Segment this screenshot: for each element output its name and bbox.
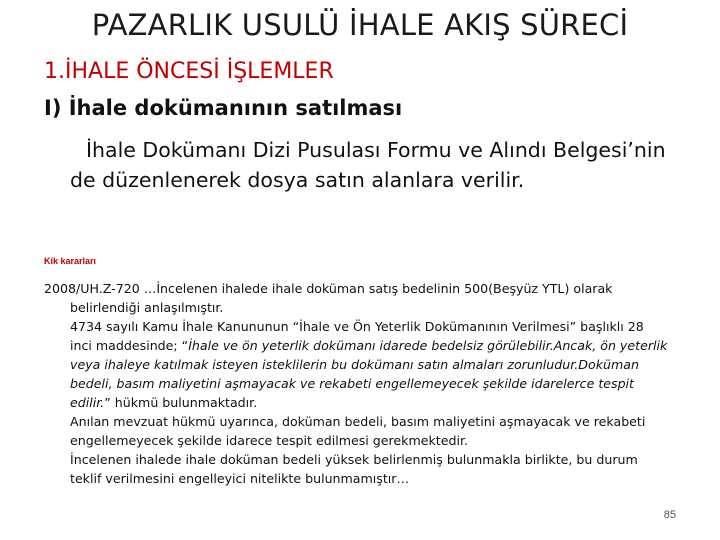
section-heading: 1.İHALE ÖNCESİ İŞLEMLER (44, 59, 334, 84)
decision-line: belirlendiği anlaşılmıştır. (70, 300, 224, 315)
subheading: I) İhale dokümanının satılması (44, 96, 403, 120)
decision-line-quote: bedeli, basım maliyetini aşmayacak ve rekabeti engellemeyecek şekilde idarelerce tespit (70, 376, 634, 391)
decision-line (44, 336, 694, 355)
decision-line: teklif verilmesini engelleyici nitelikte bulunmamıştır… (70, 471, 410, 486)
decision-line-plain: ” hükmü bulunmaktadır. (104, 395, 258, 410)
slide-title: PAZARLIK USULÜ İHALE AKIŞ SÜRECİ (91, 8, 629, 42)
decision-line: 2008/UH.Z-720 …İncelenen ihalede ihale doküman satış bedelinin 500(Beşyüz YTL) olarak (44, 281, 613, 296)
decision-line: Anılan mevzuat hükmü uyarınca, doküman bedeli, basım maliyetini aşmayacak ve rekabeti (70, 414, 646, 429)
body-paragraph: İhale Dokümanı Dizi Pusulası Formu ve Alındı Belgesi’nin de düzenlenerek dosya satın alanlara verilir. (70, 138, 666, 192)
decision-line: engellemeyecek şekilde idarece tespit edilmesi gerekmektedir. (70, 433, 468, 448)
decision-line: 4734 sayılı Kamu İhale Kanununun “İhale ve Ön Yeterlik Dokümanının Verilmesi” başlıklı 28 (70, 319, 644, 334)
decision-line-quote: edilir. (70, 395, 105, 410)
decision-line (44, 393, 694, 412)
page-number: 85 (663, 509, 676, 521)
decision-text-block (44, 279, 694, 488)
reference-label: Kik kararları (44, 256, 97, 266)
decision-line: İncelenen ihalede ihale doküman bedeli yüksek belirlenmiş bulunmakla birlikte, bu durum (70, 452, 638, 467)
decision-line-plain: inci maddesinde; “ (70, 338, 189, 353)
decision-line-quote: veya ihaleye katılmak isteyen isteklilerin bu dokümanı satın almaları zorunludur.Doküman (70, 357, 639, 372)
decision-line-quote: İhale ve ön yeterlik dokümanı idarede bedelsiz görülebilir.Ancak, ön yeterlik (188, 338, 668, 353)
